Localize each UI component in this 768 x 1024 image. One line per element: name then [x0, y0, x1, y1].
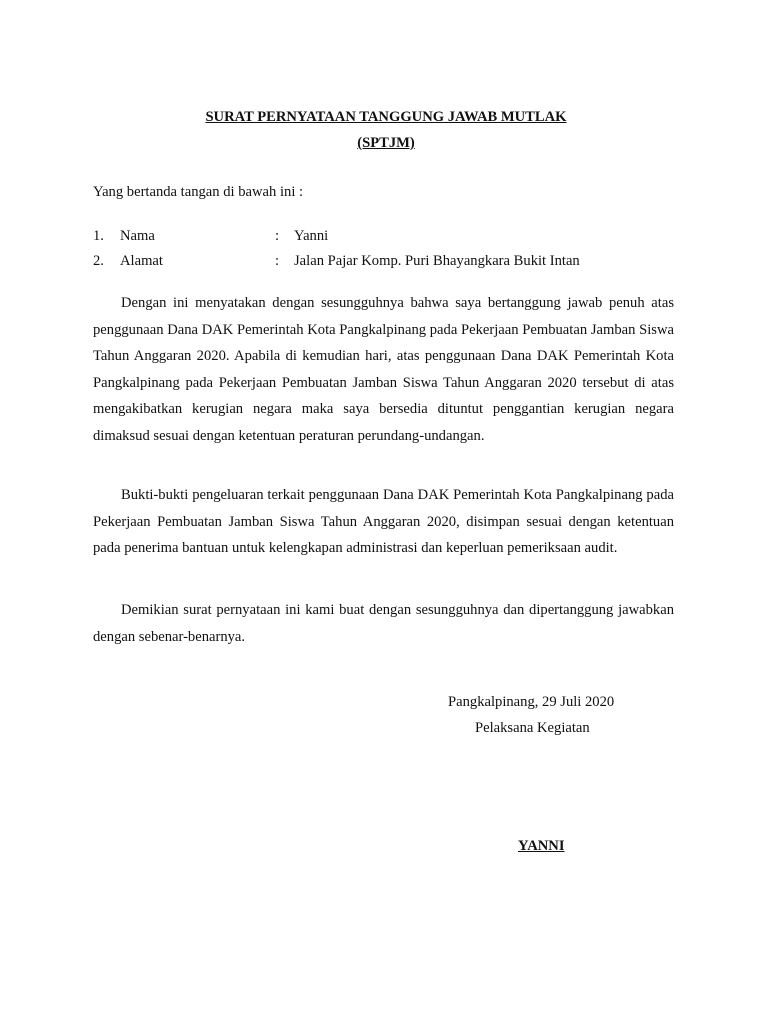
document-title: SURAT PERNYATAAN TANGGUNG JAWAB MUTLAK	[205, 109, 567, 125]
identity-item-name	[93, 227, 693, 245]
signer-role: Pelaksana Kegiatan	[475, 720, 590, 736]
item-number: 1.	[93, 228, 104, 244]
evidence-paragraph: Bukti-bukti pengeluaran terkait penggunaan Dana DAK Pemerintah Kota Pangkalpinang pada Pekerjaan Pembuatan Jamban Siswa Tahun Anggaran 2020, disimpan sesuai dengan ketentuan pada penerima bantuan untuk kelengkapan administrasi dan keperluan pemeriksaan audit.	[93, 487, 674, 557]
place-date: Pangkalpinang, 29 Juli 2020	[448, 694, 615, 710]
intro-text: Yang bertanda tangan di bawah ini :	[93, 184, 304, 200]
statement-paragraph: Dengan ini menyatakan dengan sesungguhnya bahwa saya bertanggung jawab penuh atas penggunaan Dana DAK Pemerintah Kota Pangkalpinang pada Pekerjaan Pembuatan Jamban Siswa Tahun Anggaran 2020. Apabila di kemudian hari, atas penggunaan Dana DAK Pemerintah Kota Pangkalpinang pada Pekerjaan Pembuatan Jamban Siswa Tahun Anggaran 2020 tersebut di atas mengakibatkan kerugian negara maka saya bersedia dituntut penggantian kerugian negara dimaksud sesuai dengan ketentuan peraturan perundang-undangan.	[93, 295, 674, 444]
item-label: Nama	[120, 228, 155, 244]
item-value: Jalan Pajar Komp. Puri Bhayangkara Bukit Intan	[294, 253, 580, 269]
item-number: 2.	[93, 253, 104, 269]
item-label: Alamat	[120, 253, 163, 269]
item-separator: :	[275, 253, 280, 269]
identity-item-address	[93, 252, 693, 270]
item-separator: :	[275, 228, 280, 244]
item-value: Yanni	[294, 228, 329, 244]
closing-paragraph: Demikian surat pernyataan ini kami buat dengan sesungguhnya dan dipertanggung jawabkan dengan sebenar-benarnya.	[93, 602, 674, 645]
document-title-abbreviation: (SPTJM)	[357, 135, 415, 151]
signer-name: YANNI	[518, 838, 565, 854]
